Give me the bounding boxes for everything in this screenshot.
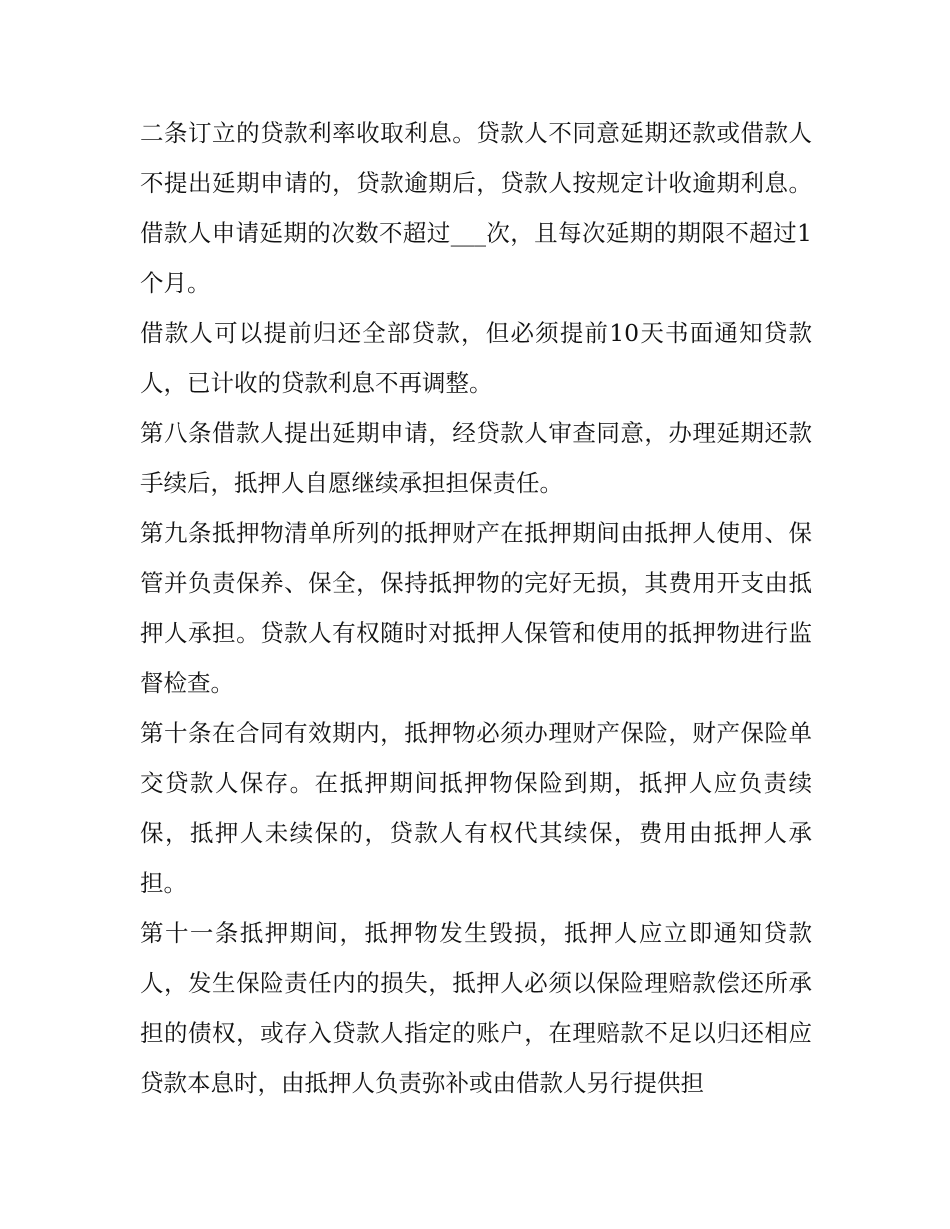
paragraph-early-repayment: 借款人可以提前归还全部贷款，但必须提前10天书面通知贷款人，已计收的贷款利息不再调整。 <box>140 319 812 397</box>
paragraph-article-8: 第八条借款人提出延期申请，经贷款人审查同意，办理延期还款手续后，抵押人自愿继续承担担保责任。 <box>140 419 812 497</box>
paragraph-article-11: 第十一条抵押期间，抵押物发生毁损，抵押人应立即通知贷款人，发生保险责任内的损失，抵押人必须以保险理赔款偿还所承担的债权，或存入贷款人指定的账户，在理赔款不足以归还相应贷款本息时，由抵押人负责弥补或由借款人另行提供担 <box>140 919 812 1097</box>
paragraph-article-10: 第十条在合同有效期内，抵押物必须办理财产保险，财产保险单交贷款人保存。在抵押期间抵押物保险到期，抵押人应负责续保，抵押人未续保的，贷款人有权代其续保，费用由抵押人承担。 <box>140 719 812 897</box>
document-page <box>140 108 812 1108</box>
paragraph-interest-extension: 二条订立的贷款利率收取利息。贷款人不同意延期还款或借款人不提出延期申请的，贷款逾期后，贷款人按规定计收逾期利息。借款人申请延期的次数不超过___次，且每次延期的期限不超过1个月。 <box>140 119 812 297</box>
paragraph-article-9: 第九条抵押物清单所列的抵押财产在抵押期间由抵押人使用、保管并负责保养、保全，保持抵押物的完好无损，其费用开支由抵押人承担。贷款人有权随时对抵押人保管和使用的抵押物进行监督检查。 <box>140 519 812 697</box>
